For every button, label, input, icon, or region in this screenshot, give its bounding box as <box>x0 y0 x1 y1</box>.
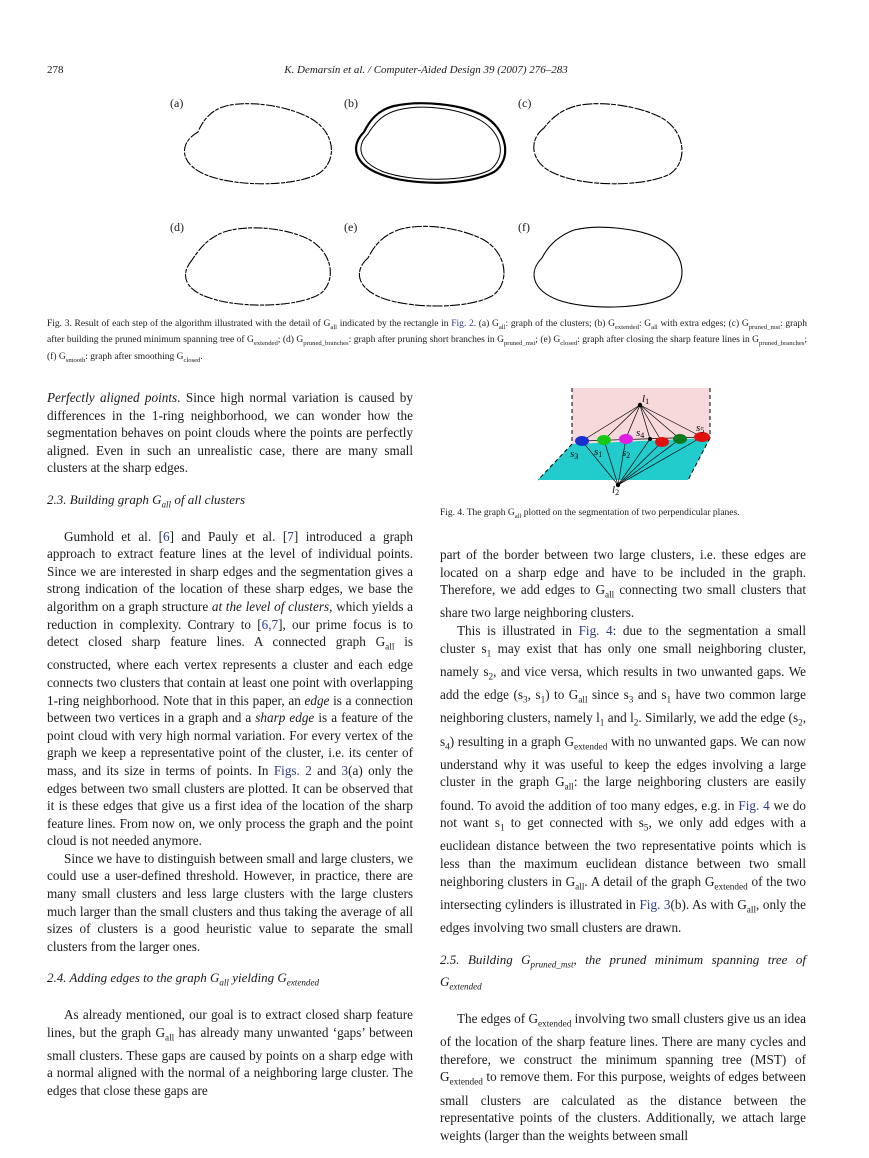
figure4 <box>538 386 718 496</box>
section-2-3-heading: 2.3. Building graph $G_{all}$ of all clusters <box>47 491 246 510</box>
cluster-red <box>655 437 669 447</box>
label-l1: l1 <box>642 393 650 406</box>
cluster-green <box>597 435 611 445</box>
running-title: K. Demarsin et al. / Computer-Aided Design 39 (2007) 276–283 <box>284 64 568 76</box>
figure4-caption: Fig. 4. The graph $G_{all}$ plotted on the segmentation of two perpendicular planes. <box>440 508 740 520</box>
paragraph-fig4-example: This is illustrated in Fig. 4: due to the segmentation a small cluster $s_1$ may exist that has only one small neighboring cluster, namely $s_2$, and vice versa, which results in two unwanted gaps. We add the edge ($s_3$, $s_1$) to $G_{all}$ since $s_3$ and $s_1$ have two common large neighboring clusters, namely $l_1$ and $l_2$. Similarly, we add the edge ($s_2$, $s_4$) resulting in a graph $G_{extended}$ with no unwanted gaps. We can now understand why it was useful to keep the edges involving a large cluster in the graph $G_{all}$: the large neighboring clusters are easily found. To avoid the addition of too many edges, e.g. in Fig. 4 we do not want $s_1$ to get connected with $s_5$, we only add edges with a euclidean distance between the two representative points which is less than the maximum euclidean distance between two small neighboring clusters in $G_{all}$. A detail of the graph $G_{extended}$ of the two intersecting cylinders is illustrated in Fig. 3(b). As with $G_{all}$, only the edges involving two small clusters are drawn. <box>440 623 807 936</box>
fig3-panel-c <box>518 96 693 186</box>
panel-label: (f) <box>518 220 530 234</box>
panel-label: (a) <box>170 96 184 110</box>
cluster-magenta <box>619 434 633 444</box>
label-s3: s3 <box>570 448 579 461</box>
outline-f <box>518 220 693 310</box>
figure3-caption: Fig. 3. Result of each step of the algorithm illustrated with the detail of $G_{all}$ indicated by the rectangle in Fig. 2. (a) $G_{all}$: graph of the clusters; (b) $G_{extended}$: $G_{all}$ with extra edges; (c) $G_{pruned\_mst}$: graph after building the pruned minimum spanning tree of $G_{extended}$; (d) $G_{pruned\_branches}$: graph after pruning short branches in $G_{pruned\_mst}$; (e) $G_{closed}$: graph after closing the sharp feature lines in $G_{pruned\_branches}$; (f) $G_{smooth}$: graph after smoothing $G_{closed}$. <box>47 319 808 364</box>
label-s1: s1 <box>594 446 603 459</box>
right-column <box>440 546 806 1144</box>
left-column <box>47 389 413 1100</box>
outline-a <box>170 96 340 186</box>
lower-plane <box>538 438 710 480</box>
paragraph-mst: The edges of $G_{extended}$ involving two small clusters give us an idea of the location of the sharp feature lines. There are many cycles and therefore, we construct the minimum spanning tree (MST) of $G_{extended}$ to remove them. For this purpose, weights of edges between small clusters are calculated as the distance between the representative points of the clusters. Additionally, we attach large weights (larger than the weights between small <box>440 1010 806 1143</box>
fig3-panel-a <box>170 96 340 186</box>
outline-d <box>170 220 340 310</box>
section-2-4-heading: 2.4. Adding edges to the graph $G_{all}$ yielding $G_{extended}$ <box>47 970 320 989</box>
panel-label: (c) <box>518 96 532 110</box>
section-2-5-heading: 2.5. Building $G_{pruned\_mst}$, the pruned minimum spanning tree of $G_{extended}$ <box>440 951 806 992</box>
panel-label: (b) <box>344 96 358 110</box>
panel-label: (e) <box>344 220 358 234</box>
label-s5: s5 <box>696 422 705 435</box>
paragraph-threshold: Since we have to distinguish between small and large clusters, we could use a user-defined threshold. However, in practice, there are many small clusters and less large clusters with the large clusters much larger than the small clusters and thus taking the average of all sizes of clusters is a good heuristic value to separate the small clusters from the larger ones. <box>47 850 413 954</box>
fig3-panel-f <box>518 220 693 310</box>
outline-b <box>344 96 514 186</box>
label-s4: s4 <box>636 427 645 440</box>
fig4-graph <box>538 386 718 496</box>
panel-label: (d) <box>170 220 184 234</box>
page-number: 278 <box>47 64 64 76</box>
paragraph-adding-edges: As already mentioned, our goal is to extract closed sharp feature lines, but the graph $G_{all}$ has already many unwanted ‘gaps’ between small clusters. These gaps are caused by points on a sharp edge with a normal aligned with the normal of a neighboring large cluster. The edges that close these gaps are <box>47 1007 413 1099</box>
outline-e <box>344 220 514 310</box>
paragraph-border: part of the border between two large clusters, i.e. these edges are located on a sharp edge and have to be included in the graph. Therefore, we add edges to $G_{all}$ connecting two small clusters that share two large neighboring clusters. <box>440 547 806 621</box>
fig3-panel-b <box>344 96 514 186</box>
paragraph-graph-approach: Gumhold et al. [6] and Pauly et al. [7] introduced a graph approach to extract feature lines at the level of individual points. Since we are interested in sharp edges and the segmentation gives a strong indication of the location of these sharp edges, we base the algorithm on a graph structure at the level of clusters, which yields a reduction in complexity. Contrary to [6,7], our prime focus is to detect closed sharp feature lines. A connected graph $G_{all}$ is constructed, where each vertex represents a cluster and each edge connects two clusters that contain at least one point with overlapping 1-ring neighborhood. Note that in this paper, an edge is a connection between two vertices in a graph and a sharp edge is a feature of the point cloud with very high normal variation. For every vertex of the graph we keep a representative point of the cluster, i.e. its center of mass, and its size in terms of points. In Figs. 2 and 3(a) only the edges between two small clusters are plotted. It can be observed that it is these edges that give us a first idea of the location of the sharp feature lines. From now on, we only process the graph and the point cloud is not needed anymore. <box>47 528 414 849</box>
cluster-blue <box>575 436 589 446</box>
paragraph-aligned-points: Perfectly aligned points. Since high normal variation is caused by differences in the 1-ring neighborhood, we can wonder how the segmentation behaves on point clouds where the points are perfectly aligned. Even in such an unrealistic case, there are many small clusters at the sharp edges. <box>47 390 413 476</box>
fig3-panel-d <box>170 220 340 310</box>
fig3-panel-e <box>344 220 514 310</box>
label-l2: l2 <box>612 484 620 496</box>
cluster-darkgreen <box>673 434 687 444</box>
label-s2: s2 <box>622 447 631 460</box>
outline-c <box>518 96 693 186</box>
fig2-link[interactable]: Fig. 2 <box>451 319 474 329</box>
